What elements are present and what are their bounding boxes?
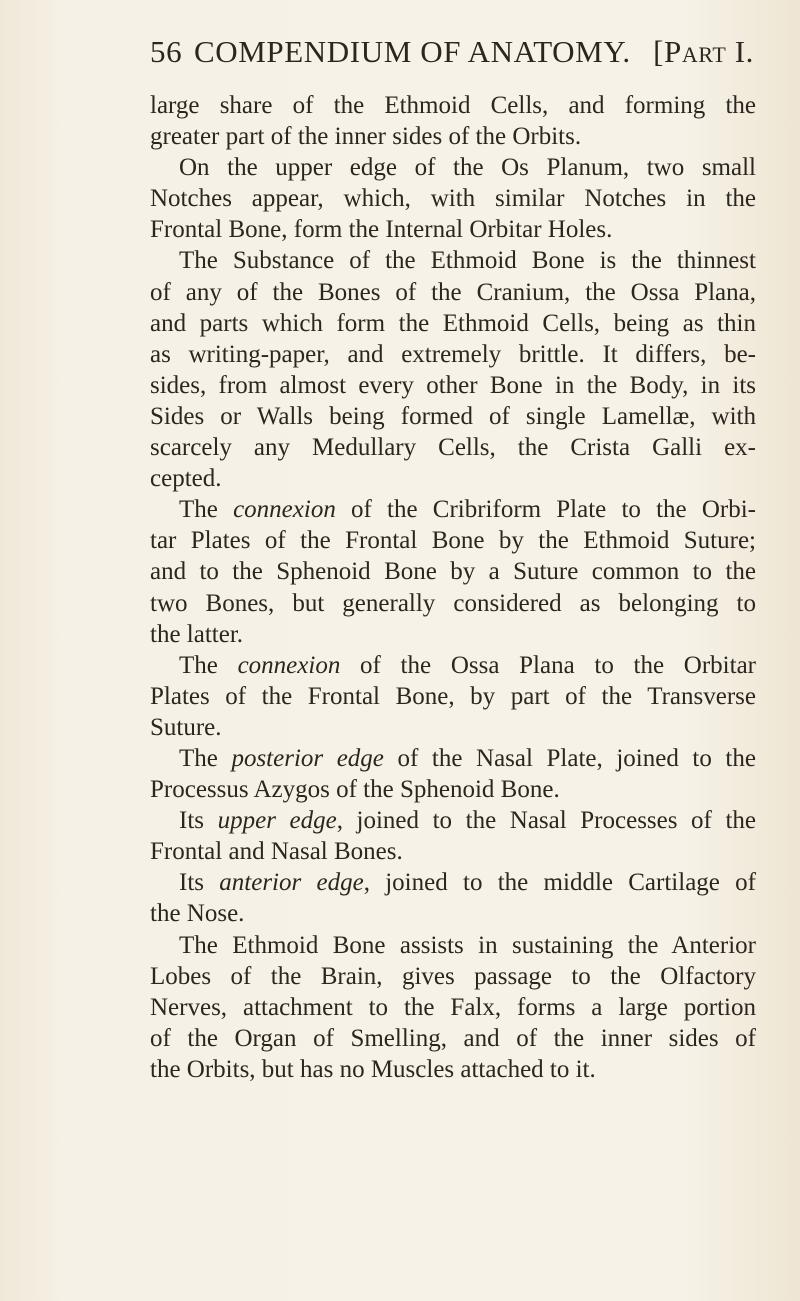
- text-run: Frontal Bone, form the Internal Orbitar Holes.: [150, 216, 613, 244]
- text-line: [150, 214, 756, 245]
- text-line: [150, 121, 756, 152]
- text-line: [150, 836, 756, 867]
- text-run: On the upper edge of the Os Planum, two small: [179, 154, 756, 182]
- text-line: [150, 339, 756, 370]
- text-run: , joined to the Nasal Processes of the: [336, 807, 757, 835]
- text-run: two Bones, but generally considered as belonging to: [150, 589, 756, 617]
- text-line: [150, 712, 756, 743]
- text-line: [150, 650, 756, 681]
- text-run: Notches appear, which, with similar Notches in the: [150, 185, 756, 213]
- text-run: greater part of the inner sides of the Orbits.: [150, 123, 582, 151]
- text-line: [150, 463, 756, 494]
- text-line: [150, 152, 756, 183]
- text-run: the Nose.: [150, 900, 245, 928]
- text-run: and parts which form the Ethmoid Cells, being as thin: [150, 309, 756, 337]
- text-run: , joined to the middle Cartilage of: [363, 869, 756, 897]
- text-run: sides, from almost every other Bone in the Body, in its: [150, 371, 756, 399]
- part-open: [P: [653, 34, 682, 69]
- text-line: [150, 588, 756, 619]
- text-line: [150, 898, 756, 929]
- text-run: Processus Azygos of the Sphenoid Bone.: [150, 776, 560, 804]
- text-line: [150, 90, 756, 121]
- text-line: [150, 277, 756, 308]
- running-header: [150, 34, 754, 78]
- text-run: The: [179, 744, 232, 772]
- text-line: [150, 992, 756, 1023]
- part-numeral: I.: [726, 34, 754, 69]
- italic-phrase: upper edge: [217, 807, 337, 835]
- text-run: of the Ossa Plana to the Orbitar: [340, 651, 756, 679]
- text-line: [150, 774, 756, 805]
- italic-phrase: anterior edge: [219, 869, 364, 897]
- text-line: [150, 961, 756, 992]
- text-line: [150, 1054, 756, 1085]
- text-run: of the Nasal Plate, joined to the: [383, 744, 756, 772]
- text-line: [150, 183, 756, 214]
- text-line: [150, 370, 756, 401]
- text-run: The: [179, 496, 234, 524]
- body-text: [150, 90, 756, 1085]
- text-run: Frontal and Nasal Bones.: [150, 838, 403, 866]
- text-line: [150, 1023, 756, 1054]
- text-run: Its: [179, 869, 220, 897]
- text-line: [150, 308, 756, 339]
- text-run: of any of the Bones of the Cranium, the Ossa Plana,: [150, 278, 756, 306]
- part-label: [653, 34, 754, 70]
- italic-phrase: connexion: [233, 496, 336, 524]
- italic-phrase: connexion: [237, 651, 341, 679]
- text-run: tar Plates of the Frontal Bone by the Ethmoid Suture;: [150, 527, 756, 555]
- text-line: [150, 494, 756, 525]
- text-line: [150, 805, 756, 836]
- italic-phrase: posterior edge: [231, 744, 384, 772]
- text-line: [150, 432, 756, 463]
- part-word: art: [681, 34, 727, 69]
- text-line: [150, 525, 756, 556]
- text-line: [150, 556, 756, 587]
- text-run: large share of the Ethmoid Cells, and forming the: [150, 92, 756, 119]
- running-title: COMPENDIUM OF ANATOMY.: [194, 34, 631, 69]
- text-line: [150, 930, 756, 961]
- text-line: [150, 681, 756, 712]
- text-run: The: [179, 651, 238, 679]
- text-run: Nerves, attachment to the Falx, forms a large portion: [150, 993, 756, 1021]
- text-run: of the Cribriform Plate to the Orbi-: [335, 496, 756, 524]
- text-run: scarcely any Medullary Cells, the Crista Galli ex-: [150, 434, 756, 462]
- text-run: the latter.: [150, 620, 244, 648]
- text-run: of the Organ of Smelling, and of the inner sides of: [150, 1024, 756, 1052]
- text-line: [150, 619, 756, 650]
- text-run: Its: [179, 807, 218, 835]
- text-run: as writing-paper, and extremely brittle. It differs, be-: [150, 340, 756, 368]
- text-line: [150, 867, 756, 898]
- text-run: Sides or Walls being formed of single Lamellæ, with: [150, 402, 756, 430]
- text-line: [150, 401, 756, 432]
- text-run: Suture.: [150, 713, 222, 741]
- text-run: The Ethmoid Bone assists in sustaining the Anterior: [179, 931, 756, 959]
- text-run: Lobes of the Brain, gives passage to the Olfactory: [150, 962, 756, 990]
- text-run: the Orbits, but has no Muscles attached to it.: [150, 1055, 596, 1083]
- text-run: cepted.: [150, 465, 222, 493]
- text-run: Plates of the Frontal Bone, by part of the Transverse: [150, 682, 756, 710]
- page-number: 56: [150, 34, 183, 69]
- text-line: [150, 245, 756, 276]
- text-line: [150, 743, 756, 774]
- text-run: The Substance of the Ethmoid Bone is the thinnest: [179, 247, 756, 275]
- text-run: and to the Sphenoid Bone by a Suture common to the: [150, 558, 756, 586]
